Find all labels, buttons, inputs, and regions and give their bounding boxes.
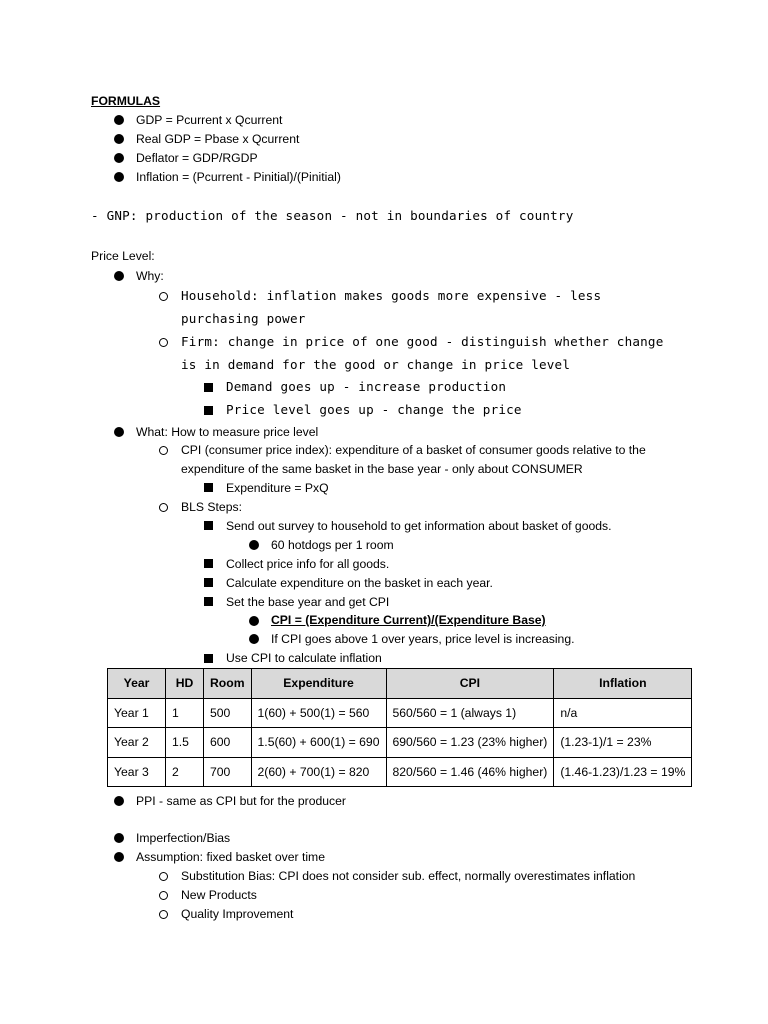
bullet-icon [114,833,124,843]
table-cell: Year 1 [108,698,166,728]
square-bullet-icon [204,578,213,587]
square-bullet-icon [204,559,213,568]
why-label: Why: [136,269,164,283]
formula-real-gdp: Real GDP = Pbase x Qcurrent [136,132,300,146]
bullet-icon [114,852,124,862]
cpi-above-note: If CPI goes above 1 over years, price level is increasing. [271,632,575,646]
circle-bullet-icon [159,872,168,881]
column-header: CPI [386,669,554,699]
square-bullet-icon [204,521,213,530]
price-level-heading: Price Level: [91,249,155,263]
bullet-icon [114,115,124,125]
imperfection-heading: Imperfection/Bias [136,831,231,845]
table-cell: Year 3 [108,757,166,787]
household-line-1: Household: inflation makes goods more expensive - less [181,288,602,303]
table-cell: 500 [204,698,252,728]
formula-gdp: GDP = Pcurrent x Qcurrent [136,113,283,127]
bullet-icon [114,796,124,806]
formulas-heading: FORMULAS [91,94,161,108]
square-bullet-icon [204,383,213,392]
circle-bullet-icon [159,338,168,347]
calculate-step: Calculate expenditure on the basket in each year. [226,576,493,590]
assumption-line: Assumption: fixed basket over time [136,850,325,864]
column-header: Expenditure [251,669,386,699]
table-cell: 600 [204,728,252,758]
bullet-icon [114,427,124,437]
survey-step: Send out survey to household to get information about basket of goods. [226,519,612,533]
circle-bullet-icon [159,292,168,301]
table-row [108,698,692,728]
what-label: What: How to measure price level [136,425,319,439]
cpi-formula: CPI = (Expenditure Current)/(Expenditure Base) [271,613,546,627]
firm-line-2: is in demand for the good or change in price level [181,357,571,372]
column-header: HD [166,669,204,699]
substitution-bias: Substitution Bias: CPI does not consider sub. effect, normally overestimates inflation [181,869,636,883]
collect-step: Collect price info for all goods. [226,557,390,571]
circle-bullet-icon [159,446,168,455]
table-cell: 560/560 = 1 (always 1) [386,698,554,728]
circle-bullet-icon [159,891,168,900]
table-cell: Year 2 [108,728,166,758]
household-line-2: purchasing power [181,311,306,326]
gnp-note: - GNP: production of the season - not in boundaries of country [91,208,574,223]
column-header: Inflation [554,669,692,699]
demand-line: Demand goes up - increase production [226,379,507,394]
bullet-icon [249,634,259,644]
table-cell: 1 [166,698,204,728]
cpi-definition-2: expenditure of the same basket in the base year - only about CONSUMER [181,462,583,476]
table-row [108,728,692,758]
bullet-icon [114,172,124,182]
formula-deflator: Deflator = GDP/RGDP [136,151,258,165]
hotdogs-note: 60 hotdogs per 1 room [271,538,394,552]
column-header: Room [204,669,252,699]
table-row [108,757,692,787]
square-bullet-icon [204,483,213,492]
table-cell: 1(60) + 500(1) = 560 [251,698,386,728]
bullet-icon [249,616,259,626]
price-level-line: Price level goes up - change the price [226,402,522,417]
square-bullet-icon [204,654,213,663]
bullet-icon [114,153,124,163]
circle-bullet-icon [159,910,168,919]
set-base-step: Set the base year and get CPI [226,595,390,609]
table-cell: 700 [204,757,252,787]
bullet-icon [249,540,259,550]
table-cell: 2(60) + 700(1) = 820 [251,757,386,787]
cpi-table [107,668,692,787]
bullet-icon [114,271,124,281]
table-cell: n/a [554,698,692,728]
use-cpi-step: Use CPI to calculate inflation [226,651,382,665]
table-cell: (1.23-1)/1 = 23% [554,728,692,758]
bullet-icon [114,134,124,144]
square-bullet-icon [204,406,213,415]
cpi-definition-1: CPI (consumer price index): expenditure of a basket of consumer goods relative to the [181,443,646,457]
ppi-note: PPI - same as CPI but for the producer [136,794,346,808]
new-products: New Products [181,888,257,902]
formula-inflation: Inflation = (Pcurrent - Pinitial)/(Pinitial) [136,170,341,184]
column-header: Year [108,669,166,699]
table-cell: 690/560 = 1.23 (23% higher) [386,728,554,758]
table-header-row [108,669,692,699]
circle-bullet-icon [159,503,168,512]
table-cell: 1.5(60) + 600(1) = 690 [251,728,386,758]
quality-improvement: Quality Improvement [181,907,294,921]
table-cell: (1.46-1.23)/1.23 = 19% [554,757,692,787]
bls-steps-label: BLS Steps: [181,500,242,514]
table-cell: 1.5 [166,728,204,758]
expenditure-formula: Expenditure = PxQ [226,481,329,495]
table-cell: 820/560 = 1.46 (46% higher) [386,757,554,787]
table-cell: 2 [166,757,204,787]
firm-line-1: Firm: change in price of one good - distinguish whether change [181,334,664,349]
square-bullet-icon [204,597,213,606]
